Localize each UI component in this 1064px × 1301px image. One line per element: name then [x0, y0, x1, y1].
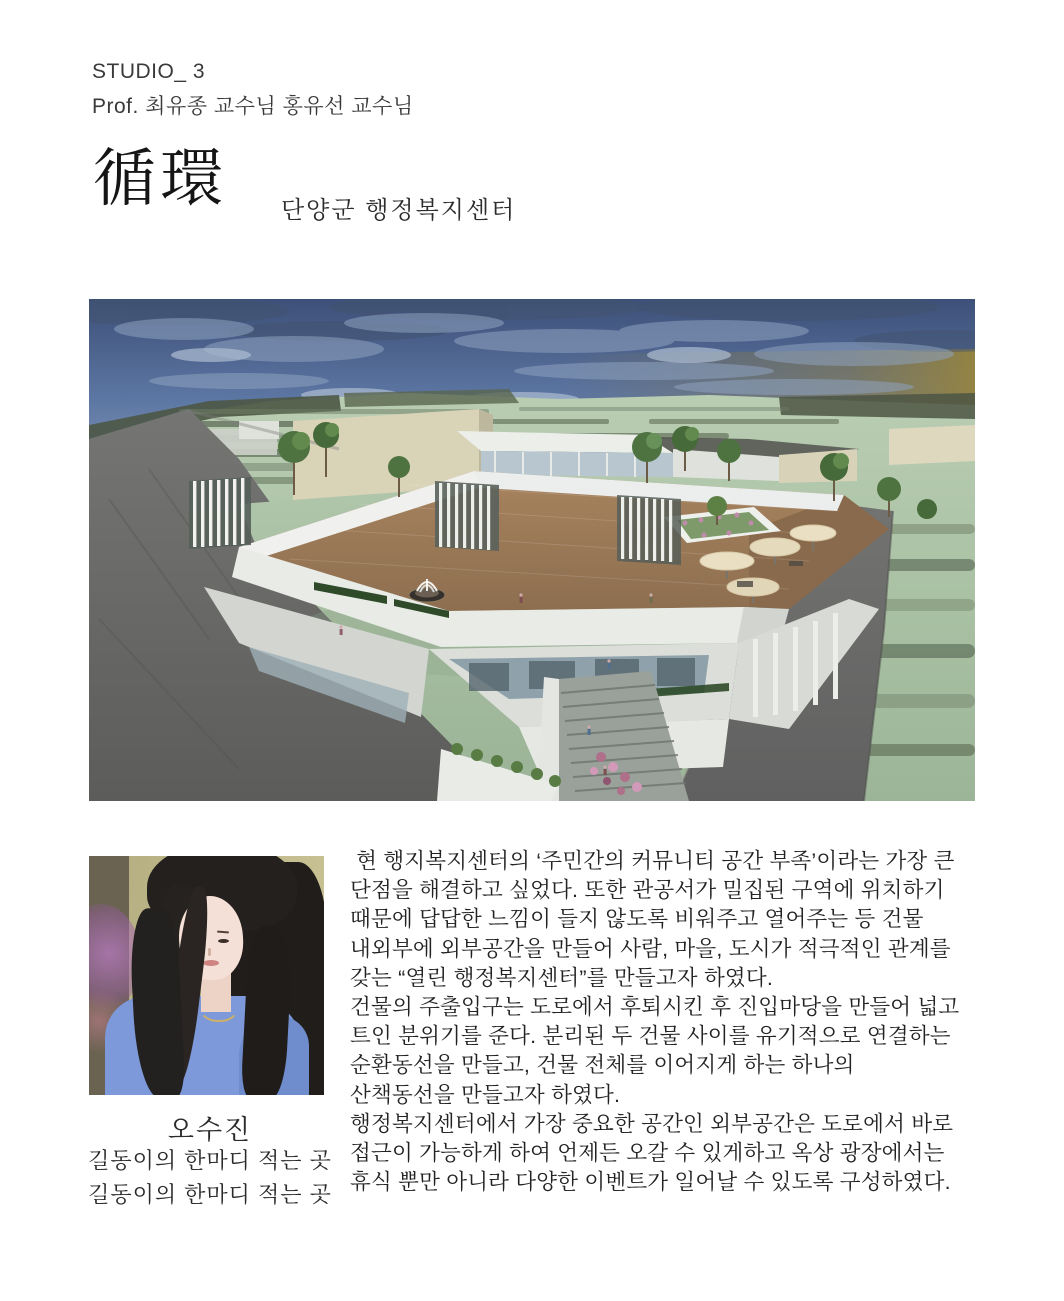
description-line: 갖는 “열린 행정복지센터”를 만들고자 하였다. [350, 965, 774, 990]
profile-photo [89, 856, 324, 1095]
profile-name: 오수진 [167, 1115, 253, 1145]
description-line: 휴식 뿐만 아니라 다양한 이벤트가 일어날 수 있도록 구성하였다. [350, 1170, 951, 1195]
description-line: 산책동선을 만들고자 하였다. [350, 1082, 621, 1107]
hero-render-image [89, 299, 975, 801]
description-line: 트인 분위기를 준다. 분리된 두 건물 사이를 유기적으로 연결하는 [350, 1024, 951, 1049]
description-line: 접근이 가능하게 하여 언제든 오갈 수 있게하고 옥상 광장에서는 [350, 1141, 945, 1166]
studio-label: STUDIO_ 3 [92, 60, 206, 83]
professors-label: Prof. 최유종 교수님 홍유선 교수님 [92, 95, 414, 118]
description-line: 때문에 답답한 느낌이 들지 않도록 비워주고 열어주는 등 건물 [350, 907, 924, 932]
profile-caption-line-2: 길동이의 한마디 적는 곳 [88, 1182, 332, 1207]
description-line: 현 행지복지센터의 ‘주민간의 커뮤니티 공간 부족’이라는 가장 큰 [350, 849, 955, 873]
page-title: 循環 [93, 144, 227, 214]
lips [203, 960, 219, 966]
description-line: 내외부에 외부공간을 만들어 사람, 마을, 도시가 적극적인 관계를 [350, 936, 951, 961]
description-line: 단점을 해결하고 싶었다. 또한 관공서가 밀집된 구역에 위치하기 [350, 878, 945, 903]
description-line: 순환동선을 만들고, 건물 전체를 이어지게 하는 하나의 [350, 1053, 855, 1078]
project-description [350, 847, 1050, 1197]
eye-right [218, 939, 229, 943]
nose [208, 948, 211, 956]
description-line: 행정복지센터에서 가장 중요한 공간인 외부공간은 도로에서 바로 [350, 1111, 954, 1136]
description-line: 건물의 주출입구는 도로에서 후퇴시킨 후 진입마당을 만들어 넓고 [350, 995, 960, 1020]
profile-caption-line-1: 길동이의 한마디 적는 곳 [88, 1148, 332, 1173]
page-subtitle: 단양군 행정복지센터 [281, 197, 517, 224]
